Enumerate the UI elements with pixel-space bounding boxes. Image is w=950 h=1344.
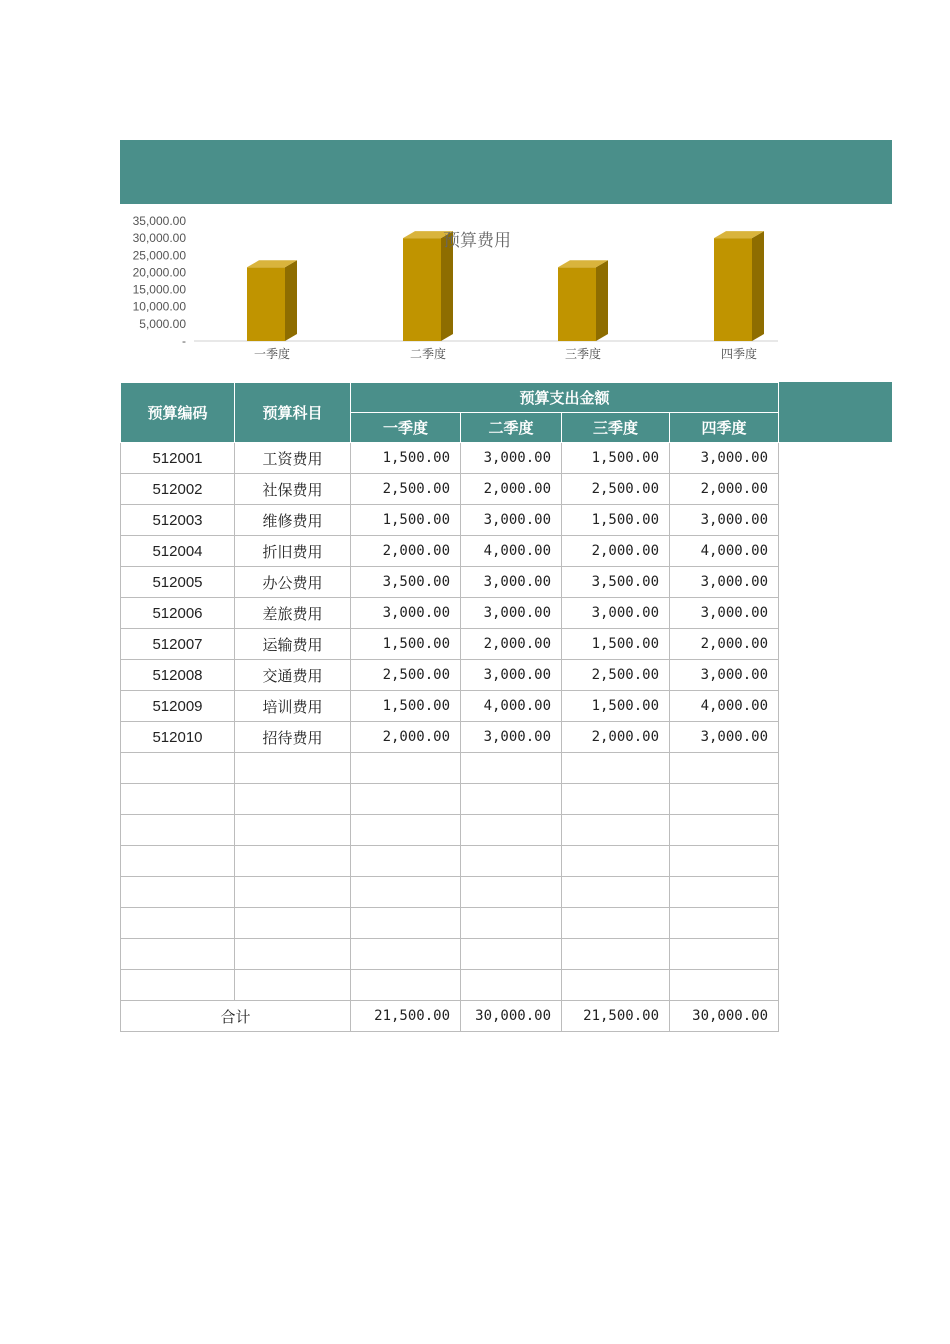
total-label: 合计 [121,1001,351,1032]
row-q4-value: 3,000.00 [670,722,779,753]
row-q4-value: 2,000.00 [670,474,779,505]
empty-row [121,939,779,970]
empty-cell [121,753,235,784]
empty-row [121,815,779,846]
row-q2-value: 3,000.00 [461,443,562,474]
table-row [121,505,779,536]
row-code: 512007 [121,629,235,660]
row-q4-value: 3,000.00 [670,660,779,691]
y-tick-label: 5,000.00 [139,316,186,331]
empty-cell [562,939,670,970]
empty-row [121,784,779,815]
row-subject: 折旧费用 [235,536,351,567]
row-q1-value: 1,500.00 [351,629,461,660]
empty-cell [670,970,779,1001]
row-subject: 社保费用 [235,474,351,505]
row-q2-value: 3,000.00 [461,505,562,536]
header-code: 预算编码 [121,383,235,443]
row-q2-value: 3,000.00 [461,567,562,598]
budget-table [120,382,779,1032]
empty-cell [461,970,562,1001]
empty-cell [670,939,779,970]
empty-cell [121,784,235,815]
row-q1-value: 1,500.00 [351,505,461,536]
row-subject: 运输费用 [235,629,351,660]
empty-cell [235,846,351,877]
y-tick-label: - [182,334,186,348]
row-q4-value: 3,000.00 [670,598,779,629]
row-q4-value: 3,000.00 [670,505,779,536]
row-code: 512008 [121,660,235,691]
row-q3-value: 2,000.00 [562,536,670,567]
row-q1-value: 1,500.00 [351,691,461,722]
empty-cell [351,784,461,815]
total-q1-value: 21,500.00 [351,1001,461,1032]
empty-cell [461,939,562,970]
y-tick-label: 20,000.00 [132,265,186,280]
empty-cell [235,877,351,908]
empty-cell [235,784,351,815]
table-row [121,660,779,691]
row-subject: 招待费用 [235,722,351,753]
empty-cell [670,908,779,939]
row-code: 512003 [121,505,235,536]
empty-cell [235,753,351,784]
row-q1-value: 1,500.00 [351,443,461,474]
row-q3-value: 2,000.00 [562,722,670,753]
total-row [121,1001,779,1032]
row-code: 512009 [121,691,235,722]
empty-row [121,877,779,908]
empty-cell [670,815,779,846]
row-subject: 办公费用 [235,567,351,598]
budget-chart-svg [120,206,780,376]
empty-cell [121,908,235,939]
row-q4-value: 4,000.00 [670,691,779,722]
empty-cell [562,970,670,1001]
header-amount-group: 预算支出金额 [351,383,779,413]
row-q3-value: 1,500.00 [562,629,670,660]
empty-row [121,970,779,1001]
empty-cell [461,877,562,908]
row-q4-value: 4,000.00 [670,536,779,567]
empty-cell [670,877,779,908]
empty-cell [121,970,235,1001]
empty-cell [351,877,461,908]
empty-cell [670,753,779,784]
bar-1 [247,260,297,341]
budget-table-wrap [120,382,779,1032]
row-q3-value: 1,500.00 [562,443,670,474]
row-q2-value: 3,000.00 [461,722,562,753]
row-code: 512005 [121,567,235,598]
row-q4-value: 3,000.00 [670,443,779,474]
empty-cell [121,815,235,846]
header-q1: 一季度 [351,413,461,443]
table-row [121,474,779,505]
row-code: 512006 [121,598,235,629]
y-tick-label: 10,000.00 [132,299,186,314]
x-tick-label: 四季度 [720,347,758,361]
empty-cell [461,908,562,939]
table-row [121,567,779,598]
total-q3-value: 21,500.00 [562,1001,670,1032]
row-code: 512004 [121,536,235,567]
row-q3-value: 3,000.00 [562,598,670,629]
title-banner [120,140,892,204]
empty-cell [562,784,670,815]
empty-cell [562,815,670,846]
empty-cell [461,815,562,846]
header-q3: 三季度 [562,413,670,443]
bar-front [714,238,752,341]
empty-row [121,908,779,939]
total-q4-value: 30,000.00 [670,1001,779,1032]
empty-cell [235,939,351,970]
row-q3-value: 3,500.00 [562,567,670,598]
empty-cell [235,908,351,939]
bar-front [403,238,441,341]
table-body [121,443,779,1032]
chart-title: 预算费用 [443,231,511,251]
y-tick-label: 15,000.00 [132,282,186,297]
row-q1-value: 3,000.00 [351,598,461,629]
row-q2-value: 2,000.00 [461,474,562,505]
row-subject: 维修费用 [235,505,351,536]
empty-cell [351,970,461,1001]
empty-cell [351,908,461,939]
row-q1-value: 2,500.00 [351,474,461,505]
row-q4-value: 3,000.00 [670,567,779,598]
table-row [121,536,779,567]
row-subject: 差旅费用 [235,598,351,629]
table-row [121,598,779,629]
empty-cell [562,753,670,784]
row-q4-value: 2,000.00 [670,629,779,660]
empty-cell [121,877,235,908]
total-q2-value: 30,000.00 [461,1001,562,1032]
row-q1-value: 2,000.00 [351,722,461,753]
header-q4: 四季度 [670,413,779,443]
empty-cell [461,784,562,815]
empty-cell [351,815,461,846]
empty-cell [235,970,351,1001]
row-subject: 工资费用 [235,443,351,474]
row-code: 512001 [121,443,235,474]
empty-row [121,753,779,784]
table-row [121,443,779,474]
empty-cell [235,815,351,846]
empty-cell [562,908,670,939]
budget-chart [120,206,780,376]
empty-cell [351,753,461,784]
x-tick-label: 一季度 [253,347,291,361]
table-row [121,691,779,722]
bar-front [558,267,596,341]
row-subject: 培训费用 [235,691,351,722]
row-code: 512010 [121,722,235,753]
empty-cell [461,846,562,877]
row-q2-value: 3,000.00 [461,660,562,691]
empty-cell [351,846,461,877]
row-q3-value: 1,500.00 [562,505,670,536]
bar-side [285,260,297,341]
empty-cell [121,846,235,877]
empty-row [121,846,779,877]
row-q1-value: 2,500.00 [351,660,461,691]
row-q3-value: 2,500.00 [562,474,670,505]
bar-4 [714,231,764,341]
bar-front [247,267,285,341]
header-q2: 二季度 [461,413,562,443]
table-row [121,722,779,753]
empty-cell [670,846,779,877]
bar-3 [558,260,608,341]
row-q3-value: 1,500.00 [562,691,670,722]
empty-cell [670,784,779,815]
empty-cell [562,877,670,908]
header-subject: 预算科目 [235,383,351,443]
x-tick-label: 三季度 [564,347,602,361]
x-tick-label: 二季度 [409,347,447,361]
empty-cell [351,939,461,970]
empty-cell [461,753,562,784]
row-code: 512002 [121,474,235,505]
bar-side [752,231,764,341]
y-tick-label: 30,000.00 [132,231,186,246]
table-row [121,629,779,660]
empty-cell [121,939,235,970]
row-q3-value: 2,500.00 [562,660,670,691]
row-q1-value: 3,500.00 [351,567,461,598]
empty-cell [562,846,670,877]
row-q1-value: 2,000.00 [351,536,461,567]
row-q2-value: 4,000.00 [461,691,562,722]
row-q2-value: 2,000.00 [461,629,562,660]
y-tick-label: 25,000.00 [132,248,186,263]
bar-side [596,260,608,341]
row-q2-value: 4,000.00 [461,536,562,567]
header-extension [778,382,892,442]
row-q2-value: 3,000.00 [461,598,562,629]
y-tick-label: 35,000.00 [132,214,186,228]
row-subject: 交通费用 [235,660,351,691]
